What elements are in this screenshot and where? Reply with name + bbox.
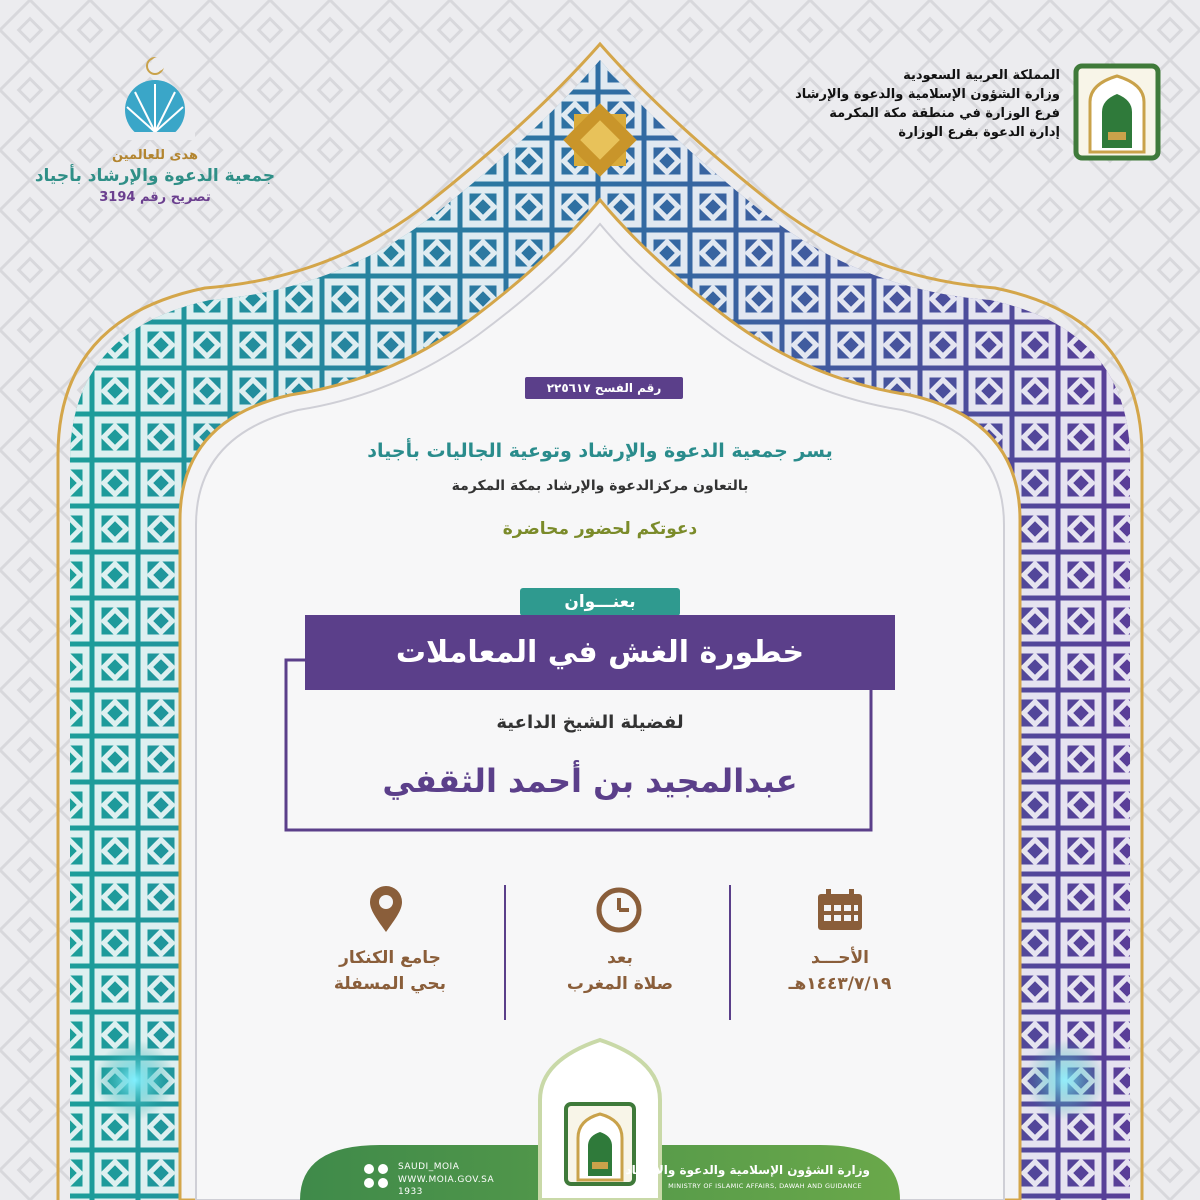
ministry-logo [1072,62,1162,162]
footer-ministry-english: MINISTRY OF ISLAMIC AFFAIRS, DAWAH AND GUIDANCE [668,1182,862,1190]
association-brand: هدى للعالمين [112,148,198,163]
sheikh-label: لفضيلة الشيخ الداعية [496,712,684,733]
association-name: جمعية الدعوة والإرشاد بأجياد [34,166,276,186]
association-permit: تصريح رقم 3194 [99,190,211,205]
clock-icon [596,887,642,933]
footer-social-handle: SAUDI_MOIA [398,1162,460,1172]
social-icons [362,1162,392,1192]
calendar-icon [815,888,865,932]
sheikh-name: عبدالمجيد بن أحمد الثقفي [382,762,798,800]
invite-line-cooperation: بالتعاون مركزالدعوة والإرشاد بمكة المكرمة [451,478,749,494]
place-mosque: جامع الكنكار [339,948,441,968]
time-prayer: صلاة المغرب [566,974,674,994]
time-after: بعد [607,948,633,968]
place-district: بحي المسفلة [333,974,447,994]
footer-ministry-arabic: وزارة الشؤون الإسلامية والدعوة والإرشاد [625,1163,870,1177]
ministry-header-text [780,66,1060,142]
ministry-line-branch: فرع الوزارة في منطقة مكة المكرمة [829,106,1060,121]
association-logo [105,52,205,147]
footer-phone: 1933 [398,1187,423,1197]
ministry-line-country: المملكة العربية السعودية [903,68,1060,83]
invite-line-host: يسر جمعية الدعوة والإرشاد وتوعية الجاليات بأجياد [367,440,833,462]
date-value: ١٤٤٣/٧/١٩هـ [788,974,892,994]
footer-website: WWW.MOIA.GOV.SA [398,1175,495,1185]
date-day: الأحـــد [811,948,869,968]
title-tag: بعنـــوان [520,588,680,616]
lecture-title: خطورة الغش في المعاملات [305,615,895,690]
ministry-line-ministry: وزارة الشؤون الإسلامية والدعوة والإرشاد [795,87,1060,102]
location-pin-icon [368,884,404,934]
invite-line-lecture: دعوتكم لحضور محاضرة [502,519,698,539]
license-number-badge: رقم الفسح ٢٢٥٦١٧ [525,377,683,399]
ministry-line-department: إدارة الدعوة بفرع الوزارة [898,125,1060,140]
